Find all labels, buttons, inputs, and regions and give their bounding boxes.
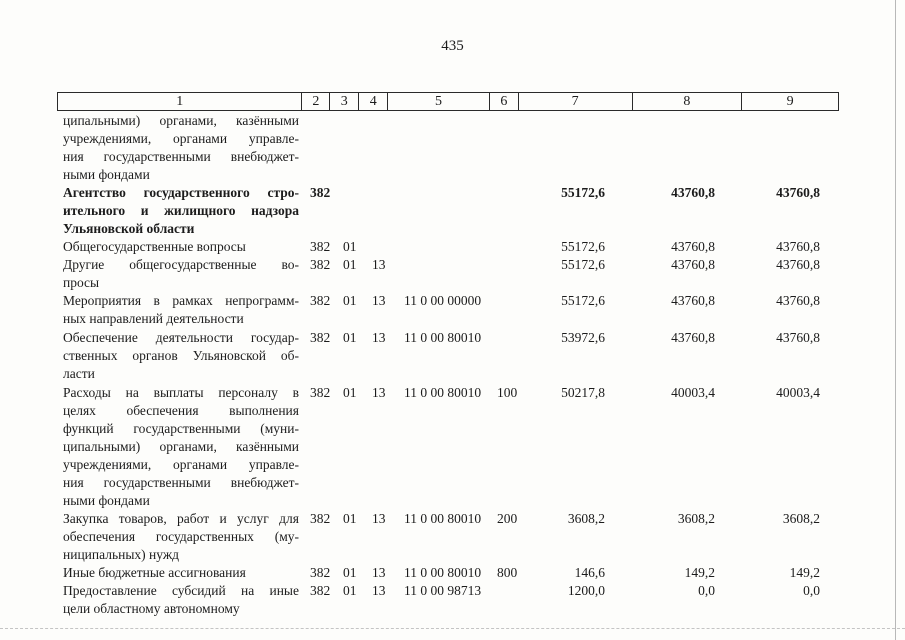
- row-col-4-cell: 13: [372, 565, 386, 580]
- header-col-3: 3: [330, 93, 359, 110]
- row-name-line: цели областному автономному: [63, 601, 240, 616]
- table-row: [0, 292, 905, 328]
- page-number: 435: [441, 38, 464, 54]
- row-col-2-cell: 382: [310, 511, 331, 526]
- header-col-5: 5: [388, 93, 490, 110]
- row-col-8-cell: 43760,8: [671, 330, 715, 345]
- row-name-line: функций государственными (муни-: [63, 421, 299, 436]
- row-col-8-cell: 43760,8: [671, 185, 715, 200]
- row-name-line: ния государственными внебюджет-: [63, 149, 299, 164]
- row-col-9-cell: 43760,8: [776, 293, 820, 308]
- row-name-line: ния государственными внебюджет-: [63, 475, 299, 490]
- row-col-7-cell: 3608,2: [567, 511, 605, 526]
- row-col-8-cell: 43760,8: [671, 257, 715, 272]
- row-col-2-cell: 382: [310, 257, 331, 272]
- row-col-4-cell: 13: [372, 257, 386, 272]
- row-col-8-cell: 3608,2: [677, 511, 715, 526]
- row-col-5-cell: 11 0 00 80010: [404, 511, 482, 526]
- row-col-8-cell: 149,2: [684, 565, 715, 580]
- row-col-3-cell: 01: [343, 293, 357, 308]
- row-name-line: ными фондами: [63, 493, 150, 508]
- row-name-line: Агентство государственного стро-: [63, 185, 299, 200]
- row-col-6-cell: 200: [497, 511, 518, 526]
- row-col-4-cell: 13: [372, 293, 386, 308]
- row-name-line: ными фондами: [63, 167, 150, 182]
- row-col-2-cell: 382: [310, 239, 331, 254]
- row-col-5-cell: 11 0 00 80010: [404, 330, 482, 345]
- row-col-8-cell: 43760,8: [671, 293, 715, 308]
- row-col-9-cell: 43760,8: [776, 330, 820, 345]
- row-col-9-cell: 40003,4: [776, 385, 820, 400]
- row-name-line: ласти: [63, 366, 95, 381]
- row-col-8-cell: 40003,4: [671, 385, 715, 400]
- row-col-4-cell: 13: [372, 511, 386, 526]
- row-name-line: ципальными) органами, казёнными: [63, 113, 299, 128]
- row-col-5-cell: 11 0 00 00000: [404, 293, 482, 308]
- row-col-5-cell: 11 0 00 80010: [404, 565, 482, 580]
- row-col-3-cell: 01: [343, 239, 357, 254]
- row-name-cell: [63, 329, 299, 383]
- row-name-line: Общегосударственные вопросы: [63, 239, 246, 254]
- row-col-7-cell: 55172,6: [561, 239, 605, 254]
- row-col-4-cell: 13: [372, 385, 386, 400]
- table-header-row: [57, 92, 839, 111]
- row-name-line: Ульяновской области: [63, 221, 195, 236]
- row-col-7-cell: 50217,8: [561, 385, 605, 400]
- table-row: [0, 112, 905, 184]
- row-name-line: Предоставление субсидий на иные: [63, 583, 299, 598]
- table-row: [0, 329, 905, 383]
- table-row: [0, 510, 905, 564]
- row-col-6-cell: 800: [497, 565, 518, 580]
- row-col-9-cell: 3608,2: [782, 511, 820, 526]
- row-col-9-cell: 43760,8: [776, 185, 820, 200]
- row-col-8-cell: 0,0: [698, 583, 715, 598]
- row-col-4-cell: 13: [372, 583, 386, 598]
- row-name-line: Закупка товаров, работ и услуг для: [63, 511, 299, 526]
- row-col-7-cell: 55172,6: [561, 293, 605, 308]
- row-col-3-cell: 01: [343, 511, 357, 526]
- row-col-2-cell: 382: [310, 330, 331, 345]
- row-name-line: ниципальных) нужд: [63, 547, 180, 562]
- header-col-6: 6: [490, 93, 519, 110]
- table-row: [0, 582, 905, 618]
- row-name-cell: [63, 112, 299, 184]
- row-name-cell: [63, 184, 299, 238]
- row-col-3-cell: 01: [343, 330, 357, 345]
- header-col-7: 7: [519, 93, 633, 110]
- row-col-7-cell: 53972,6: [561, 330, 605, 345]
- row-name-cell: [63, 292, 299, 328]
- row-col-3-cell: 01: [343, 385, 357, 400]
- row-col-9-cell: 149,2: [789, 565, 820, 580]
- row-name-line: Расходы на выплаты персоналу в: [63, 385, 299, 400]
- table-row: [0, 256, 905, 292]
- row-name-line: Другие общегосударственные во-: [63, 257, 299, 272]
- row-col-2-cell: 382: [310, 293, 331, 308]
- table-row: [0, 184, 905, 238]
- table-row: [0, 238, 905, 256]
- row-col-9-cell: 43760,8: [776, 239, 820, 254]
- header-col-2: 2: [302, 93, 330, 110]
- row-col-2-cell: 382: [310, 583, 331, 598]
- row-col-2-cell: 382: [310, 185, 331, 200]
- header-col-1: 1: [58, 93, 302, 110]
- row-name-line: ципальными) органами, казёнными: [63, 439, 299, 454]
- table-row: [0, 564, 905, 582]
- row-name-line: Мероприятия в рамках непрограмм-: [63, 293, 299, 308]
- row-col-7-cell: 55172,6: [561, 257, 605, 272]
- row-name-cell: [63, 582, 299, 618]
- header-col-9: 9: [786, 94, 794, 109]
- table-row: [0, 384, 905, 510]
- row-name-cell: [63, 238, 299, 256]
- row-name-line: ственных органов Ульяновской об-: [63, 348, 299, 363]
- row-name-line: просы: [63, 275, 100, 290]
- row-col-7-cell: 55172,6: [561, 185, 605, 200]
- row-name-cell: [63, 564, 299, 582]
- row-col-3-cell: 01: [343, 257, 357, 272]
- row-name-line: ных направлений деятельности: [63, 311, 244, 326]
- row-col-2-cell: 382: [310, 385, 331, 400]
- row-name-line: целях обеспечения выполнения: [63, 403, 299, 418]
- header-col-4: 4: [359, 93, 388, 110]
- row-name-cell: [63, 384, 299, 510]
- row-name-cell: [63, 510, 299, 564]
- row-col-9-cell: 0,0: [803, 583, 820, 598]
- row-name-line: обеспечения государственных (му-: [63, 529, 299, 544]
- row-col-5-cell: 11 0 00 98713: [404, 583, 482, 598]
- page-bottom-edge: [0, 628, 905, 629]
- row-name-line: учреждениями, органами управле-: [63, 457, 299, 472]
- row-name-line: ительного и жилищного надзора: [63, 203, 299, 218]
- row-col-5-cell: 11 0 00 80010: [404, 385, 482, 400]
- row-name-line: Иные бюджетные ассигнования: [63, 565, 246, 580]
- row-name-cell: [63, 256, 299, 292]
- row-name-line: учреждениями, органами управле-: [63, 131, 299, 146]
- table-body: [0, 112, 905, 618]
- row-col-3-cell: 01: [343, 565, 357, 580]
- row-col-7-cell: 1200,0: [567, 583, 605, 598]
- row-col-7-cell: 146,6: [574, 565, 605, 580]
- row-col-8-cell: 43760,8: [671, 239, 715, 254]
- row-col-6-cell: 100: [497, 385, 518, 400]
- row-col-3-cell: 01: [343, 583, 357, 598]
- row-col-4-cell: 13: [372, 330, 386, 345]
- row-col-2-cell: 382: [310, 565, 331, 580]
- header-col-8: 8: [633, 93, 743, 110]
- row-col-9-cell: 43760,8: [776, 257, 820, 272]
- row-name-line: Обеспечение деятельности государ-: [63, 330, 299, 345]
